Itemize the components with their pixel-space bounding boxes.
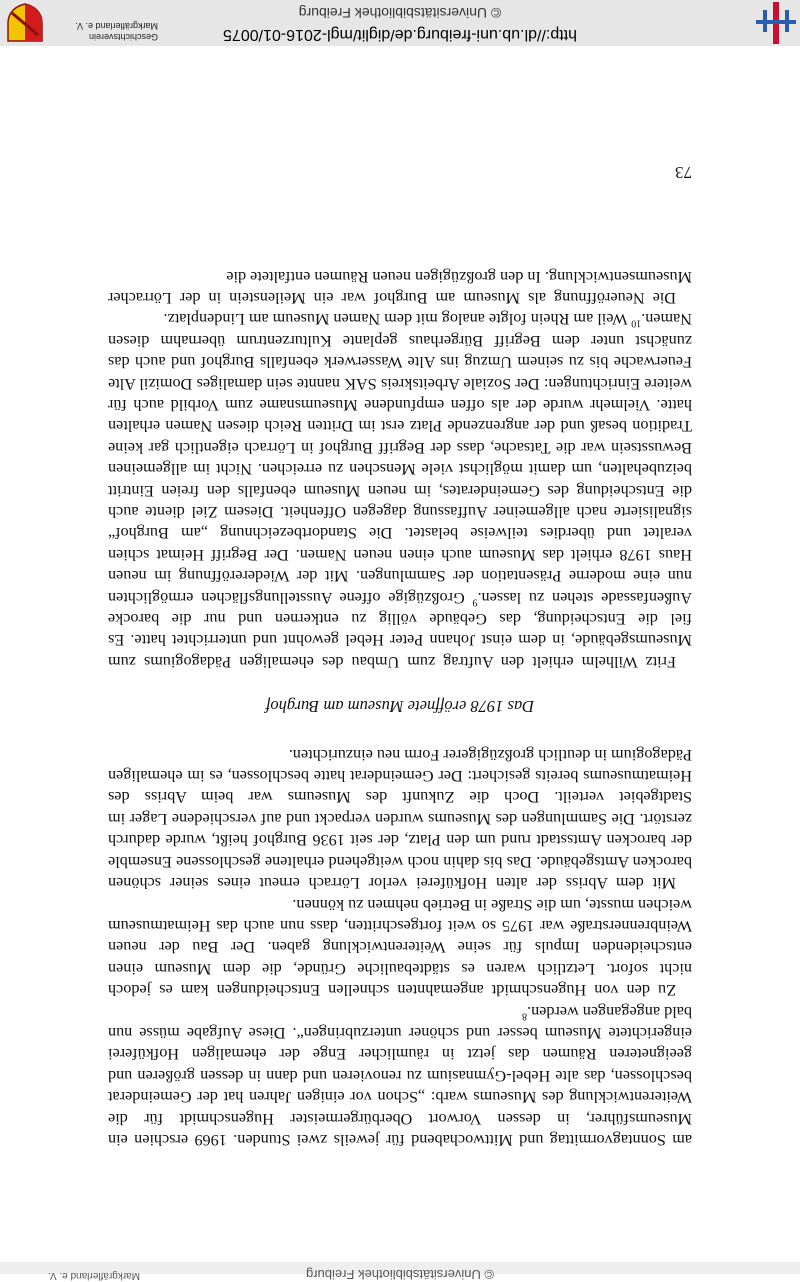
- footer-society: Markgräflerland e. V.: [48, 1270, 140, 1281]
- paragraph-3: Mit dem Abriss der alten Hofküferei verlor Lörrach erneut eines seiner schönen barocken Amtsgebäude. Das bis dahin noch weitgehend erhaltene geschlossene Ensemble der barocken Amtsstadt rund um den Platz, der seit 1936 Burghof heißt, wurde dadurch zerstört. Die Sammlungen des Museums wurden verpackt und auf verschiedene Lager im Stadtgebiet verteilt. Doch die Zukunft des Museums war beim Abriss des Heimatmuseums bereits gesichert: Der Gemeinderat hatte beschlossen, es im ehemaligen Pädagogium in deutlich großzügigerer Form neu einzurichten.: [108, 745, 692, 893]
- source-url-link[interactable]: http://dl.ub.uni-freiburg.de/diglit/mgl-2016-01/0075: [223, 26, 577, 43]
- page-text: [108, 265, 692, 1150]
- paragraph-1: am Sonntagvormittag und Mittwochabend für jeweils zwei Stunden. 1969 erschien ein Museumsführer, in dessen Vorwort Oberbürgermeister Hugenschmidt für die Weiterentwicklung des Museums warb: „Schon vor einigen Jahren hat der Gemeinderat beschlossen, das alte Hebel-Gymnasium zu renovieren und dann in dessen größeren und geeigneteren Räumen das jetzt in räumlicher Enge der ehemaligen Hofküferei eingerichtete Museum besser und schöner unterzubringen“. Diese Aufgabe müsse nun bald angegangen werden.$^8$: [108, 1002, 692, 1149]
- paragraph-2: Zu den von Hugenschmidt angemahnten schnellen Entscheidungen kam es jedoch nicht sofort. Letztlich waren es städtebauliche Gründe, die dem Museum einen entscheidenden Impuls für seine Weiterentwicklung gaben. Der Bau der neuen Weinbrennerstraße war 1975 so weit fortgeschritten, dass nun auch das Heimatmuseum weichen musste, um die Straße in Betrieb nehmen zu können.: [108, 895, 692, 1000]
- footer-copyright: © Universitätsbibliothek Freiburg: [305, 1267, 495, 1282]
- footnote-ref[interactable]: 8: [522, 1009, 528, 1021]
- copyright-text: © Universitätsbibliothek Freiburg: [298, 5, 502, 21]
- paragraph-4: Fritz Wilhelm erhielt den Auftrag zum Umbau des ehemaligen Pädagogiums zum Museumsgebäude, in dem einst Johann Peter Hebel gewohnt und unterrichtet hatte. Es fiel die Entscheidung, das Gebäude völlig zu entkernen und nur die barocke Außenfassade stehen zu lassen.$^9$ Großzügige offene Ausstellungsflächen ermöglichten nun eine moderne Präsentation der Sammlungen. Mit der Wiedereröffnung im neuen Haus 1978 erhielt das Museum auch einen neuen Namen. Der Begriff Heimat schien veraltet und überdies teilweise belastet. Die Standortbezeichnung „am Burghof“ signalisierte nach allgemeiner Auffassung dagegen Offenheit. Diesem Ziel diente auch die Entscheidung des Gemeinderates, im neuen Museum ebenfalls den freien Eintritt beizubehalten, um damit möglichst viele Menschen zu erreichen. Nicht im allgemeinen Bewusstsein war die Tatsache, dass der Begriff Burghof in Lörrach eigentlich gar keine Tradition besaß und der angrenzende Platz erst im Dritten Reich diesen Namen erhalten hatte. Vielmehr wurde der als offen empfundene Museumsname zum Vorbild auch für weitere Einrichtungen: Der Soziale Arbeitskreis SAK nannte sein damaliges Domizil Alte Feuerwache bis zu seinem Umzug ins Alte Wasserwerk ebenfalls Burghof und auch das zunächst unter dem Begriff Bürgerhaus geplante Kulturzentrum übernahm diesen Namen.$^{10}$ Weil am Rhein folgte analog mit dem Namen Museum am Lindenplatz.: [108, 310, 692, 671]
- page-number: 73: [675, 163, 692, 182]
- section-heading: Das 1978 eröffnete Museum am Burghof: [265, 697, 535, 717]
- paragraph-5: Die Neueröffnung als Museum am Burghof war ein Meilenstein in der Lörracher Museumsentwicklung. In den großzügigen neuen Räumen entfaltete die: [108, 267, 692, 307]
- footnote-ref[interactable]: 9: [472, 596, 478, 608]
- society-name: Geschichtsverein Markgräflerland e. V.: [75, 21, 158, 42]
- top-banner: [0, 0, 800, 46]
- footnote-ref[interactable]: 10: [631, 317, 642, 329]
- partial-footer-banner: [0, 1262, 800, 1282]
- society-crest-icon[interactable]: [6, 3, 44, 43]
